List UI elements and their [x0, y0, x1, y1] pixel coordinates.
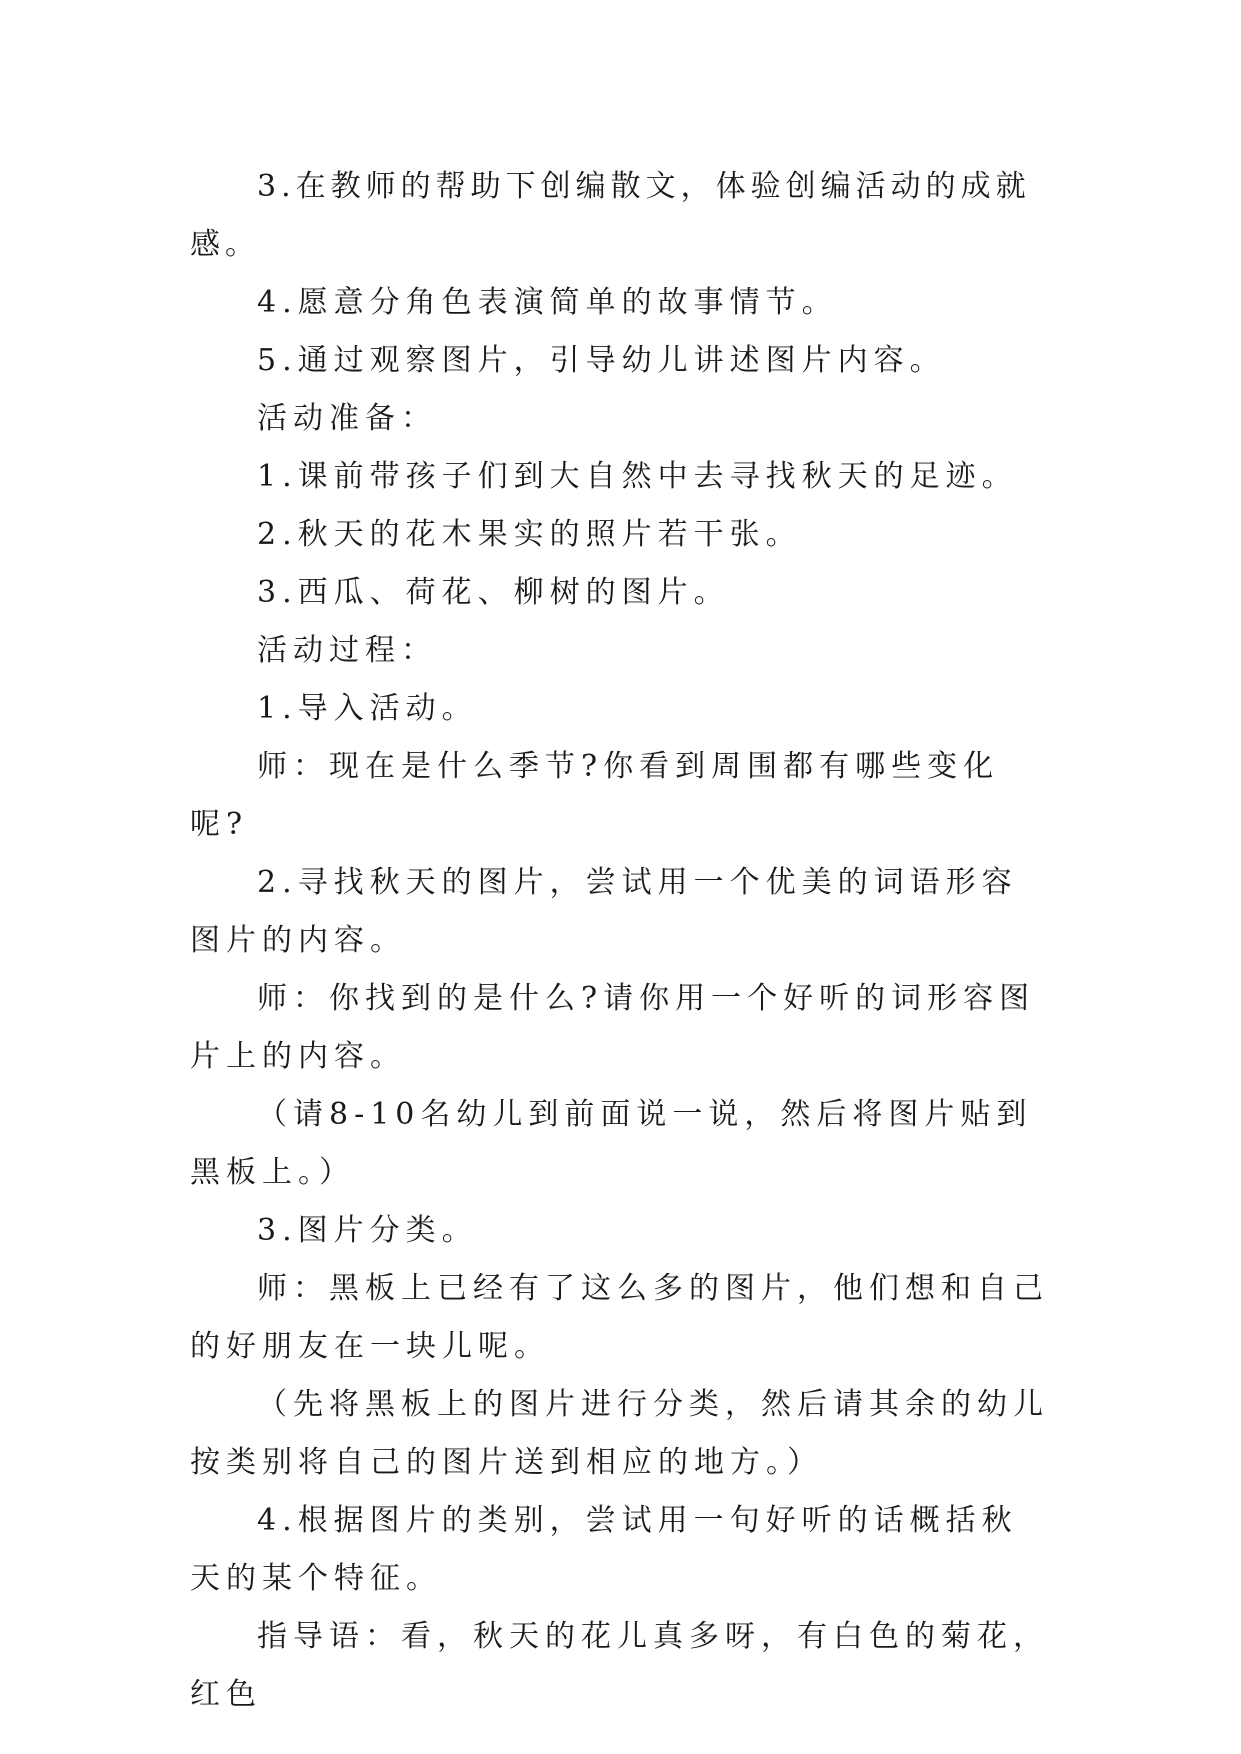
paragraph: 2.寻找秋天的图片，尝试用一个优美的词语形容图片的内容。: [190, 865, 1018, 958]
paragraph: 指导语：看，秋天的花儿真多呀，有白色的菊花，红色: [190, 1619, 1049, 1712]
paragraph: （先将黑板上的图片进行分类，然后请其余的幼儿按类别将自己的图片送到相应的地方。）: [190, 1387, 1049, 1480]
paragraph: 3.图片分类。: [257, 1213, 478, 1248]
section-heading: 活动准备：: [257, 401, 437, 436]
paragraph: 3.在教师的帮助下创编散文，体验创编活动的成就感。: [190, 169, 1031, 262]
document-page: [190, 158, 1050, 1724]
paragraph: 师：你找到的是什么?请你用一个好听的词形容图片上的内容。: [190, 981, 1036, 1074]
paragraph: 5.通过观察图片，引导幼儿讲述图片内容。: [257, 343, 946, 378]
paragraph: 2.秋天的花木果实的照片若干张。: [257, 517, 802, 552]
paragraph: 师：黑板上已经有了这么多的图片，他们想和自己的好朋友在一块儿呢。: [190, 1271, 1049, 1364]
paragraph: 4.愿意分角色表演简单的故事情节。: [257, 285, 838, 320]
paragraph: 1.课前带孩子们到大自然中去寻找秋天的足迹。: [257, 459, 1018, 494]
paragraph: （请8-10名幼儿到前面说一说，然后将图片贴到黑板上。）: [190, 1097, 1033, 1190]
paragraph: 1.导入活动。: [257, 691, 478, 726]
paragraph: 4.根据图片的类别，尝试用一句好听的话概括秋天的某个特征。: [190, 1503, 1018, 1596]
paragraph: 3.西瓜、荷花、柳树的图片。: [257, 575, 730, 610]
section-heading: 活动过程：: [257, 633, 437, 668]
paragraph: 师：现在是什么季节?你看到周围都有哪些变化呢?: [190, 749, 1000, 842]
